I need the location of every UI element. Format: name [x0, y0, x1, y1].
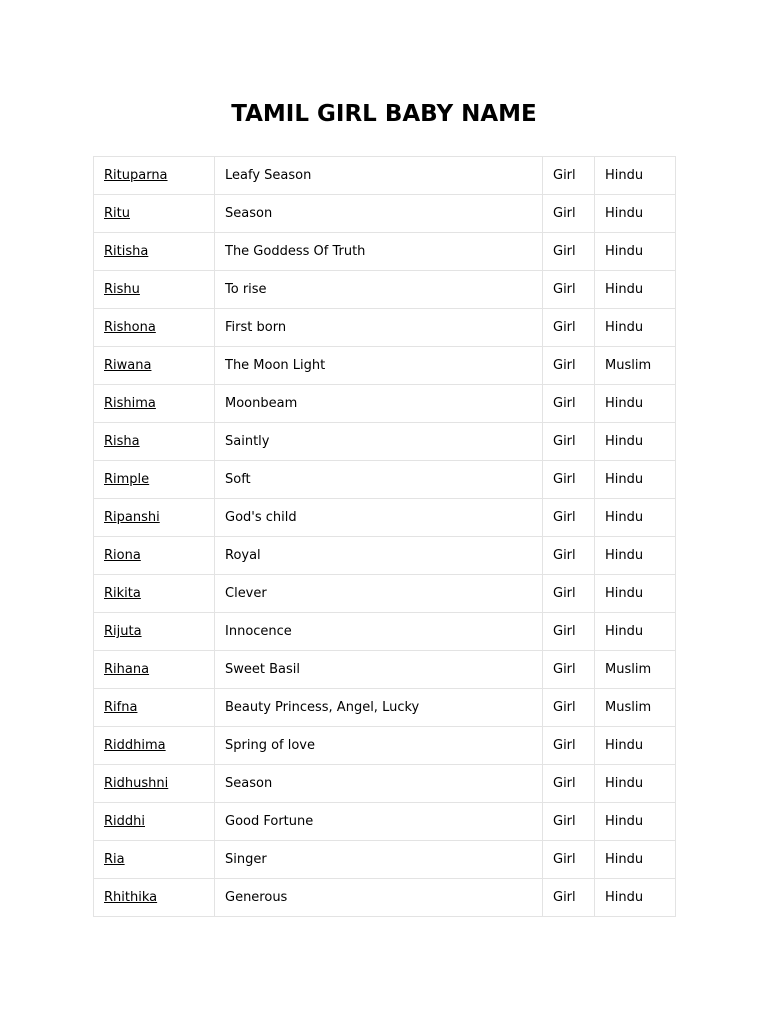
gender-cell: Girl: [543, 499, 595, 537]
name-cell: [94, 841, 215, 879]
meaning-cell: Season: [215, 765, 543, 803]
religion-cell: Muslim: [595, 651, 676, 689]
name-link[interactable]: Rituparna: [104, 168, 168, 183]
name-link[interactable]: Ria: [104, 852, 125, 867]
name-cell: [94, 575, 215, 613]
name-link[interactable]: Rishona: [104, 320, 156, 335]
table-row: [94, 575, 676, 613]
religion-cell: Hindu: [595, 461, 676, 499]
name-cell: [94, 271, 215, 309]
baby-names-table: [93, 156, 676, 917]
gender-cell: Girl: [543, 233, 595, 271]
table-row: [94, 537, 676, 575]
meaning-cell: Clever: [215, 575, 543, 613]
meaning-cell: Leafy Season: [215, 157, 543, 195]
name-cell: [94, 651, 215, 689]
name-cell: [94, 309, 215, 347]
meaning-cell: Singer: [215, 841, 543, 879]
name-cell: [94, 233, 215, 271]
name-link[interactable]: Rimple: [104, 472, 150, 487]
table-row: [94, 461, 676, 499]
name-cell: [94, 537, 215, 575]
table-row: [94, 803, 676, 841]
religion-cell: Hindu: [595, 803, 676, 841]
meaning-cell: Generous: [215, 879, 543, 917]
religion-cell: Hindu: [595, 613, 676, 651]
meaning-cell: Sweet Basil: [215, 651, 543, 689]
name-cell: [94, 195, 215, 233]
gender-cell: Girl: [543, 157, 595, 195]
table-row: [94, 689, 676, 727]
meaning-cell: The Moon Light: [215, 347, 543, 385]
meaning-cell: Moonbeam: [215, 385, 543, 423]
name-link[interactable]: Rijuta: [104, 624, 142, 639]
name-cell: [94, 765, 215, 803]
name-cell: [94, 385, 215, 423]
religion-cell: Hindu: [595, 385, 676, 423]
table-row: [94, 157, 676, 195]
name-link[interactable]: Rishima: [104, 396, 156, 411]
meaning-cell: Innocence: [215, 613, 543, 651]
religion-cell: Hindu: [595, 499, 676, 537]
table-row: [94, 347, 676, 385]
name-link[interactable]: Rhithika: [104, 890, 158, 905]
table-row: [94, 423, 676, 461]
gender-cell: Girl: [543, 195, 595, 233]
name-link[interactable]: Ripanshi: [104, 510, 160, 525]
table-row: [94, 233, 676, 271]
gender-cell: Girl: [543, 385, 595, 423]
name-cell: [94, 499, 215, 537]
religion-cell: Hindu: [595, 727, 676, 765]
meaning-cell: Beauty Princess, Angel, Lucky: [215, 689, 543, 727]
name-cell: [94, 157, 215, 195]
name-link[interactable]: Riona: [104, 548, 141, 563]
table-row: [94, 271, 676, 309]
name-link[interactable]: Rikita: [104, 586, 141, 601]
gender-cell: Girl: [543, 879, 595, 917]
gender-cell: Girl: [543, 613, 595, 651]
religion-cell: Hindu: [595, 271, 676, 309]
name-link[interactable]: Riwana: [104, 358, 152, 373]
religion-cell: Hindu: [595, 423, 676, 461]
gender-cell: Girl: [543, 803, 595, 841]
gender-cell: Girl: [543, 651, 595, 689]
meaning-cell: The Goddess Of Truth: [215, 233, 543, 271]
name-link[interactable]: Risha: [104, 434, 140, 449]
gender-cell: Girl: [543, 537, 595, 575]
religion-cell: Hindu: [595, 879, 676, 917]
table-row: [94, 499, 676, 537]
name-link[interactable]: Rihana: [104, 662, 150, 677]
table-row: [94, 613, 676, 651]
gender-cell: Girl: [543, 765, 595, 803]
gender-cell: Girl: [543, 727, 595, 765]
gender-cell: Girl: [543, 423, 595, 461]
meaning-cell: God's child: [215, 499, 543, 537]
meaning-cell: Spring of love: [215, 727, 543, 765]
religion-cell: Hindu: [595, 157, 676, 195]
gender-cell: Girl: [543, 347, 595, 385]
name-cell: [94, 347, 215, 385]
name-link[interactable]: Ridhushni: [104, 776, 169, 791]
meaning-cell: Saintly: [215, 423, 543, 461]
religion-cell: Hindu: [595, 309, 676, 347]
name-link[interactable]: Riddhima: [104, 738, 166, 753]
name-cell: [94, 613, 215, 651]
religion-cell: Muslim: [595, 347, 676, 385]
name-link[interactable]: Rishu: [104, 282, 140, 297]
name-link[interactable]: Ritisha: [104, 244, 149, 259]
gender-cell: Girl: [543, 575, 595, 613]
meaning-cell: Soft: [215, 461, 543, 499]
meaning-cell: First born: [215, 309, 543, 347]
gender-cell: Girl: [543, 689, 595, 727]
name-cell: [94, 689, 215, 727]
gender-cell: Girl: [543, 461, 595, 499]
page-title: TAMIL GIRL BABY NAME: [231, 101, 537, 128]
religion-cell: Hindu: [595, 537, 676, 575]
table-row: [94, 765, 676, 803]
name-link[interactable]: Riddhi: [104, 814, 145, 829]
name-link[interactable]: Rifna: [104, 700, 138, 715]
religion-cell: Hindu: [595, 575, 676, 613]
table-body: [94, 157, 676, 917]
name-cell: [94, 879, 215, 917]
meaning-cell: Season: [215, 195, 543, 233]
name-cell: [94, 727, 215, 765]
religion-cell: Hindu: [595, 233, 676, 271]
gender-cell: Girl: [543, 841, 595, 879]
table-row: [94, 879, 676, 917]
religion-cell: Hindu: [595, 765, 676, 803]
table-row: [94, 841, 676, 879]
name-cell: [94, 803, 215, 841]
table-row: [94, 195, 676, 233]
name-cell: [94, 423, 215, 461]
meaning-cell: Royal: [215, 537, 543, 575]
table-row: [94, 651, 676, 689]
table-row: [94, 309, 676, 347]
gender-cell: Girl: [543, 271, 595, 309]
table-row: [94, 727, 676, 765]
table-row: [94, 385, 676, 423]
meaning-cell: Good Fortune: [215, 803, 543, 841]
name-cell: [94, 461, 215, 499]
meaning-cell: To rise: [215, 271, 543, 309]
religion-cell: Hindu: [595, 841, 676, 879]
name-link[interactable]: Ritu: [104, 206, 130, 221]
religion-cell: Hindu: [595, 195, 676, 233]
religion-cell: Muslim: [595, 689, 676, 727]
gender-cell: Girl: [543, 309, 595, 347]
